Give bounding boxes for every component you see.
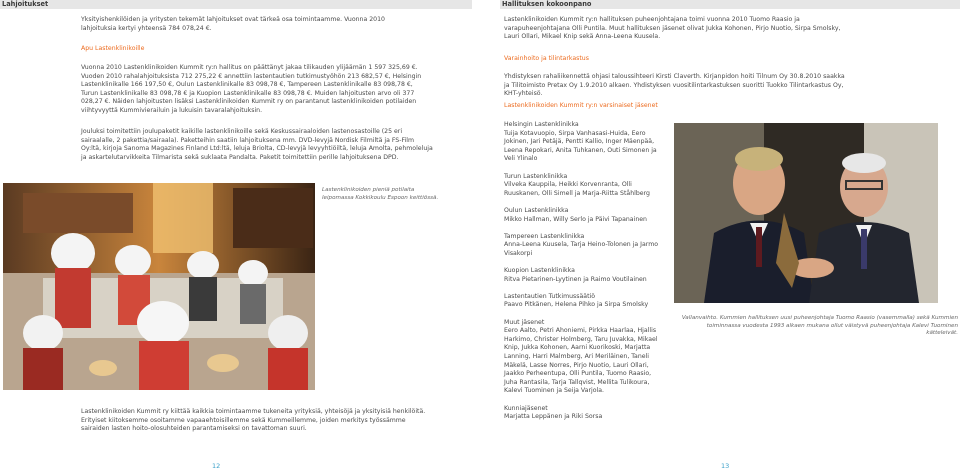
thanks-paragraph: Lastenklinikoiden Kummit ry kiittää kaikkia toimintaamme tukeneita yrityksiä, yhteisöjä ja yksityisiä henkilöitä. Erityiset kiitoksemme osoitamme vapaaehtoisillemme sekä Kummeillemme, joiden merkitys työssämme sairaiden lasten hoito-olosuhteiden parantamiseksi on tavattoman suuri. — [81, 408, 426, 433]
page-number-right: 13 — [721, 462, 730, 470]
member-group: Kunniajäsenet Marjatta Leppänen ja Riki Sorsa — [504, 404, 603, 421]
kitchen-photo — [3, 183, 315, 390]
member-group: Helsingin Lastenklinikka Tuija Kotavuopio, Sirpa Vanhasasi-Huida, Eero Jokinen, Jari Petäjä, Pentti Kallio, Inger Mäenpää, Leena Repokari, Anita Tuhkanen, Outi Simonen ja Veli Ylinalo — [504, 121, 657, 163]
handshake-photo-illustration — [674, 123, 938, 303]
member-group: Muut jäsenet Eero Aalto, Petri Ahoniemi, Pirkka Haarlaa, Hjallis Harkimo, Christer Holmberg, Taru Juvakka, Mikael Knip, Jukka Kohonen, Aarni Kuorikoski, Marjatta Lanning, Harri Malmberg, Ari Meriläinen, Taneli Mäkelä, Lasse Norres, Pirjo Nuotio, Lauri Ollari, Jaakko Perheentupa, Olli Puntila, Tuomo Raasio, Juha Rantasila, Tarja Tallqvist, Mellita Tulikoura, Kalevi Tuominen ja Seija Varjola. — [504, 318, 658, 395]
christmas-packages-paragraph: Jouluksi toimitettiin joulupaketit kaikille lastenklinikoille sekä Keskussairaaloiden lastenosastoille (25 eri sairaalalle, 2 pakettia/sairaala). Paketteihin saatiin lahjoituksena mm. DVD-levyjä Nordisk Filmiltä ja FS-Film Oy:ltä, kirjoja Sanoma Magazines Finland Ltd:ltä, leluja Briolta, CD-levyjä levyyhtiöiltä, leluja Amolta, pehmoleluja ja askartelutarvikkeita Tilmarista sekä suklaata Pandalta. Paketit toimitettiin perille lahjoituksena DPD. — [81, 128, 433, 161]
photo-caption-left: Lastenklinikoiden pieniä potilaita leipomassa Kokkikoulu Espoon keittiössä. — [322, 187, 439, 201]
members-list — [504, 121, 664, 430]
right-section-header — [500, 0, 960, 9]
board-intro: Lastenklinikoiden Kummit ry:n hallituksen puheenjohtajana toimi vuonna 2010 Tuomo Raasio ja varapuheenjohtajana Olli Puntila. Muut hallituksen jäsenet olivat Jukka Kohonen, Pirjo Nuotio, Sirpa Smolsky, Lauri Ollari, Mikael Knip sekä Anna-Leena Kuusela. — [504, 16, 841, 41]
members-subheading: Lastenklinikoiden Kummit ry:n varsinaiset jäsenet — [504, 102, 658, 109]
donations-paragraph: Vuonna 2010 Lastenklinikoiden Kummit ry:n hallitus on päättänyt jakaa tilikauden ylijäämän 1 597 325,69 €. Vuoden 2010 rahalahjoituksista 712 275,22 € annettiin lastentautien tutkimustyöhön 213 682,57 €, Helsingin Lastenklinikalle 166 197,50 €, Oulun Lastenklinikalle 83 098,78 €, Tampereen Lastenklinikalle 83 098,78 €, Turun Lastenklinikalle 83 098,78 € ja Kuopion Lastenklinikalle 83 098,78 €. Muiden lahjoitusten arvo oli 377 028,27 €. Näiden lahjoitusten lisäksi Lastenklinikoiden Kummit ry on parantanut lastenklinikoiden potilaiden viihtyvyyttä Kummivierailuin ja lukuisin tavaralahjoituksin. — [81, 64, 422, 114]
page-number-left: 12 — [212, 462, 221, 470]
finance-paragraph: Yhdistyksen rahaliikennettä ohjasi taloussihteeri Kirsti Claverth. Kirjanpidon hoiti Tilnum Oy 30.8.2010 saakka ja Tilitoimisto Pretax Oy 1.9.2010 alkaen. Yhdistyksen vuositilintarkastuksen suoritti Tuokko Tilintarkastus Oy, KHT-yhteisö. — [504, 73, 845, 98]
right-page — [480, 0, 960, 470]
left-subheading: Apu Lastenklinikoille — [81, 45, 145, 52]
intro-text: Yksityishenkilöiden ja yritysten tekemät lahjoitukset ovat tärkeä osa toimintaamme. Vuonna 2010 lahjoituksia kertyi yhteensä 784 078,24 €. — [81, 16, 385, 32]
member-group: Turun Lastenklinikka Vilveka Kauppila, Heikki Korvenranta, Olli Ruuskanen, Olli Simell ja Marja-Riitta Ståhlberg — [504, 172, 650, 197]
photo-caption-right: Vallanvaihto. Kummien hallituksen uusi puheenjohtaja Tuomo Raasio (vasemmalla) sekä Kummien toiminnassa vuodesta 1993 alkaen mukana ollut väistyvä puheenjohtaja Kalevi Tuominen kätteleivät. — [681, 315, 958, 336]
left-section-header — [0, 0, 472, 9]
finance-subheading: Varainhoito ja tilintarkastus — [504, 55, 589, 62]
member-group: Lastentautien Tutkimussäätiö Paavo Pitkänen, Helena Pihko ja Sirpa Smolsky — [504, 292, 649, 309]
member-group: Oulun Lastenklinikka Mikko Hallman, Willy Serlo ja Päivi Tapanainen — [504, 206, 647, 223]
kitchen-photo-illustration — [3, 183, 315, 390]
right-header-title: Hallituksen kokoonpano — [502, 0, 592, 8]
handshake-photo — [674, 123, 938, 303]
left-header-title: Lahjoitukset — [2, 0, 49, 8]
left-intro — [81, 16, 421, 33]
member-group: Tampereen Lastenklinikka Anna-Leena Kuusela, Tarja Heino-Tolonen ja Jarmo Visakorpi — [504, 232, 659, 257]
member-group: Kuopion Lastenklinikka Ritva Pietarinen-Lyytinen ja Raimo Voutilainen — [504, 267, 647, 283]
